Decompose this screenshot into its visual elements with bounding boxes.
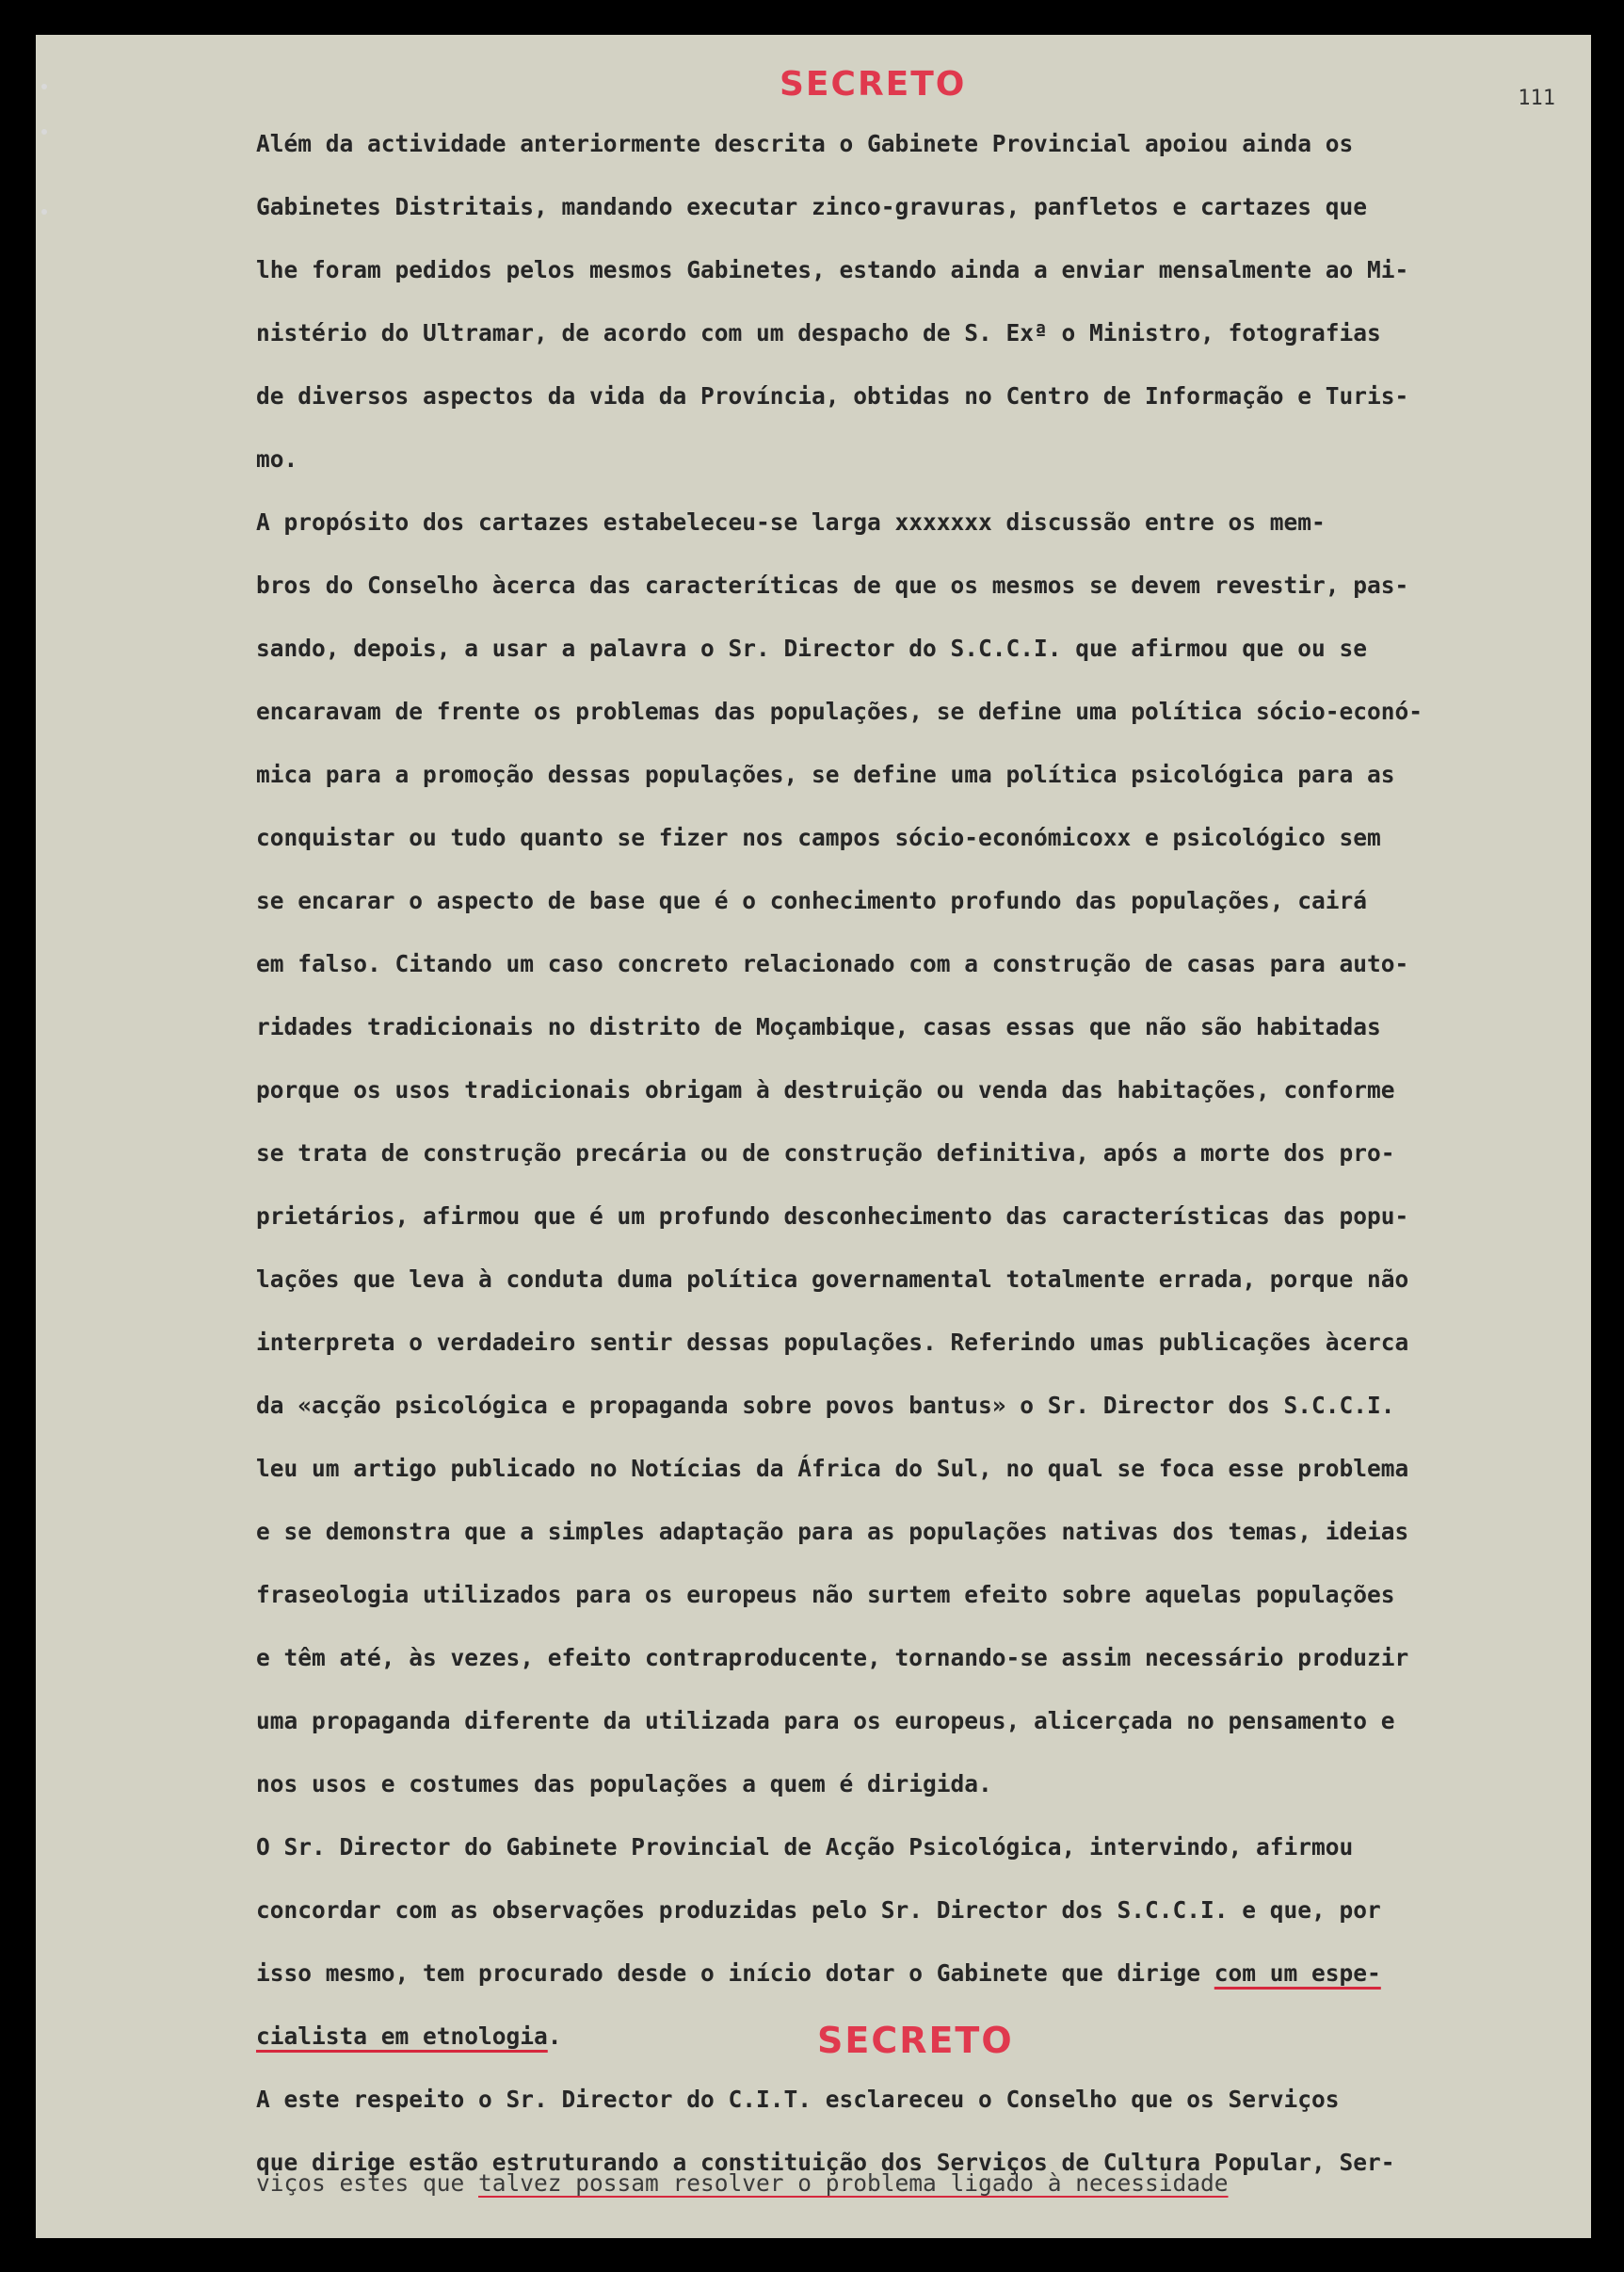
text-line: conquistar ou tudo quanto se fizer nos campos sócio-económicoxx e psicológico sem — [256, 824, 1381, 851]
text-segment: viços estes que — [256, 2169, 479, 2197]
text-line: Além da actividade anteriormente descrita o Gabinete Provincial apoiou ainda os — [256, 130, 1354, 157]
text-segment: isso mesmo, tem procurado desde o início dotar o Gabinete que dirige — [256, 1959, 1214, 1987]
text-line: A este respeito o Sr. Director do C.I.T. esclareceu o Conselho que os Serviços — [256, 2086, 1340, 2113]
text-line: em falso. Citando um caso concreto relacionado com a construção de casas para auto- — [256, 950, 1409, 977]
document-body — [256, 112, 1569, 2198]
punch-mark — [41, 129, 47, 135]
text-line: que dirige estão estruturando a constituição dos Serviços de Cultura Popular, Ser- — [256, 2149, 1395, 2176]
text-line: se trata de construção precária ou de construção definitiva, após a morte dos pro- — [256, 1139, 1395, 1167]
text-line: porque os usos tradicionais obrigam à destruição ou venda das habitações, conforme — [256, 1076, 1395, 1104]
text-line: de diversos aspectos da vida da Província, obtidas no Centro de Informação e Turis- — [256, 382, 1409, 410]
document-page — [36, 35, 1591, 2238]
text-line: fraseologia utilizados para os europeus não surtem efeito sobre aquelas populações — [256, 1581, 1395, 1608]
punch-mark — [41, 84, 47, 89]
text-line — [256, 1942, 1569, 2005]
text-line: encaravam de frente os problemas das populações, se define uma política sócio-econó- — [256, 698, 1423, 725]
punch-mark — [41, 209, 47, 215]
page-number: 111 — [1518, 87, 1555, 110]
text-line: mica para a promoção dessas populações, se define uma política psicológica para as — [256, 761, 1395, 788]
text-line: interpreta o verdadeiro sentir dessas populações. Referindo umas publicações àcerca — [256, 1329, 1409, 1356]
text-line: A propósito dos cartazes estabeleceu-se larga xxxxxxx discussão entre os mem- — [256, 508, 1326, 536]
text-line: O Sr. Director do Gabinete Provincial de Acção Psicológica, intervindo, afirmou — [256, 1833, 1354, 1861]
text-line: ridades tradicionais no distrito de Moçambique, casas essas que não são habitadas — [256, 1013, 1381, 1040]
text-line: concordar com as observações produzidas pelo Sr. Director dos S.C.C.I. e que, por — [256, 1896, 1381, 1924]
underlined-text: talvez possam resolver o problema ligado à necessidade — [478, 2169, 1229, 2197]
text-line: prietários, afirmou que é um profundo desconhecimento das características das popu- — [256, 1202, 1409, 1230]
underlined-text: cialista em etnologia — [256, 2022, 548, 2050]
text-line: e têm até, às vezes, efeito contraproducente, tornando-se assim necessário produzir — [256, 1644, 1409, 1671]
text-line: Gabinetes Distritais, mandando executar zinco-gravuras, panfletos e cartazes que — [256, 193, 1368, 220]
secret-stamp-top: SECRETO — [780, 65, 967, 104]
text-line: lações que leva à conduta duma política governamental totalmente errada, porque não — [256, 1265, 1409, 1293]
text-line: bros do Conselho àcerca das caracteríticas de que os mesmos se devem revestir, pas- — [256, 572, 1409, 599]
text-line: se encarar o aspecto de base que é o conhecimento profundo das populações, cairá — [256, 887, 1368, 914]
text-line: sando, depois, a usar a palavra o Sr. Director do S.C.C.I. que afirmou que ou se — [256, 635, 1368, 662]
text-line: e se demonstra que a simples adaptação para as populações nativas dos temas, ideias — [256, 1518, 1409, 1545]
text-line: da «acção psicológica e propaganda sobre povos bantus» o Sr. Director dos S.C.C.I. — [256, 1392, 1395, 1419]
underlined-text: com um espe- — [1214, 1959, 1381, 1987]
text-line: nos usos e costumes das populações a quem é dirigida. — [256, 1770, 992, 1797]
text-line: mo. — [256, 445, 298, 473]
text-line: lhe foram pedidos pelos mesmos Gabinetes, estando ainda a enviar mensalmente ao Mi- — [256, 256, 1409, 283]
text-segment: . — [547, 2022, 562, 2050]
text-line: uma propaganda diferente da utilizada para os europeus, alicerçada no pensamento e — [256, 1707, 1395, 1734]
text-line: leu um artigo publicado no Notícias da África do Sul, no qual se foca esse problema — [256, 1455, 1409, 1482]
text-line: nistério do Ultramar, de acordo com um despacho de S. Exª o Ministro, fotografias — [256, 319, 1381, 346]
secret-stamp: SECRETO — [817, 2020, 1014, 2061]
